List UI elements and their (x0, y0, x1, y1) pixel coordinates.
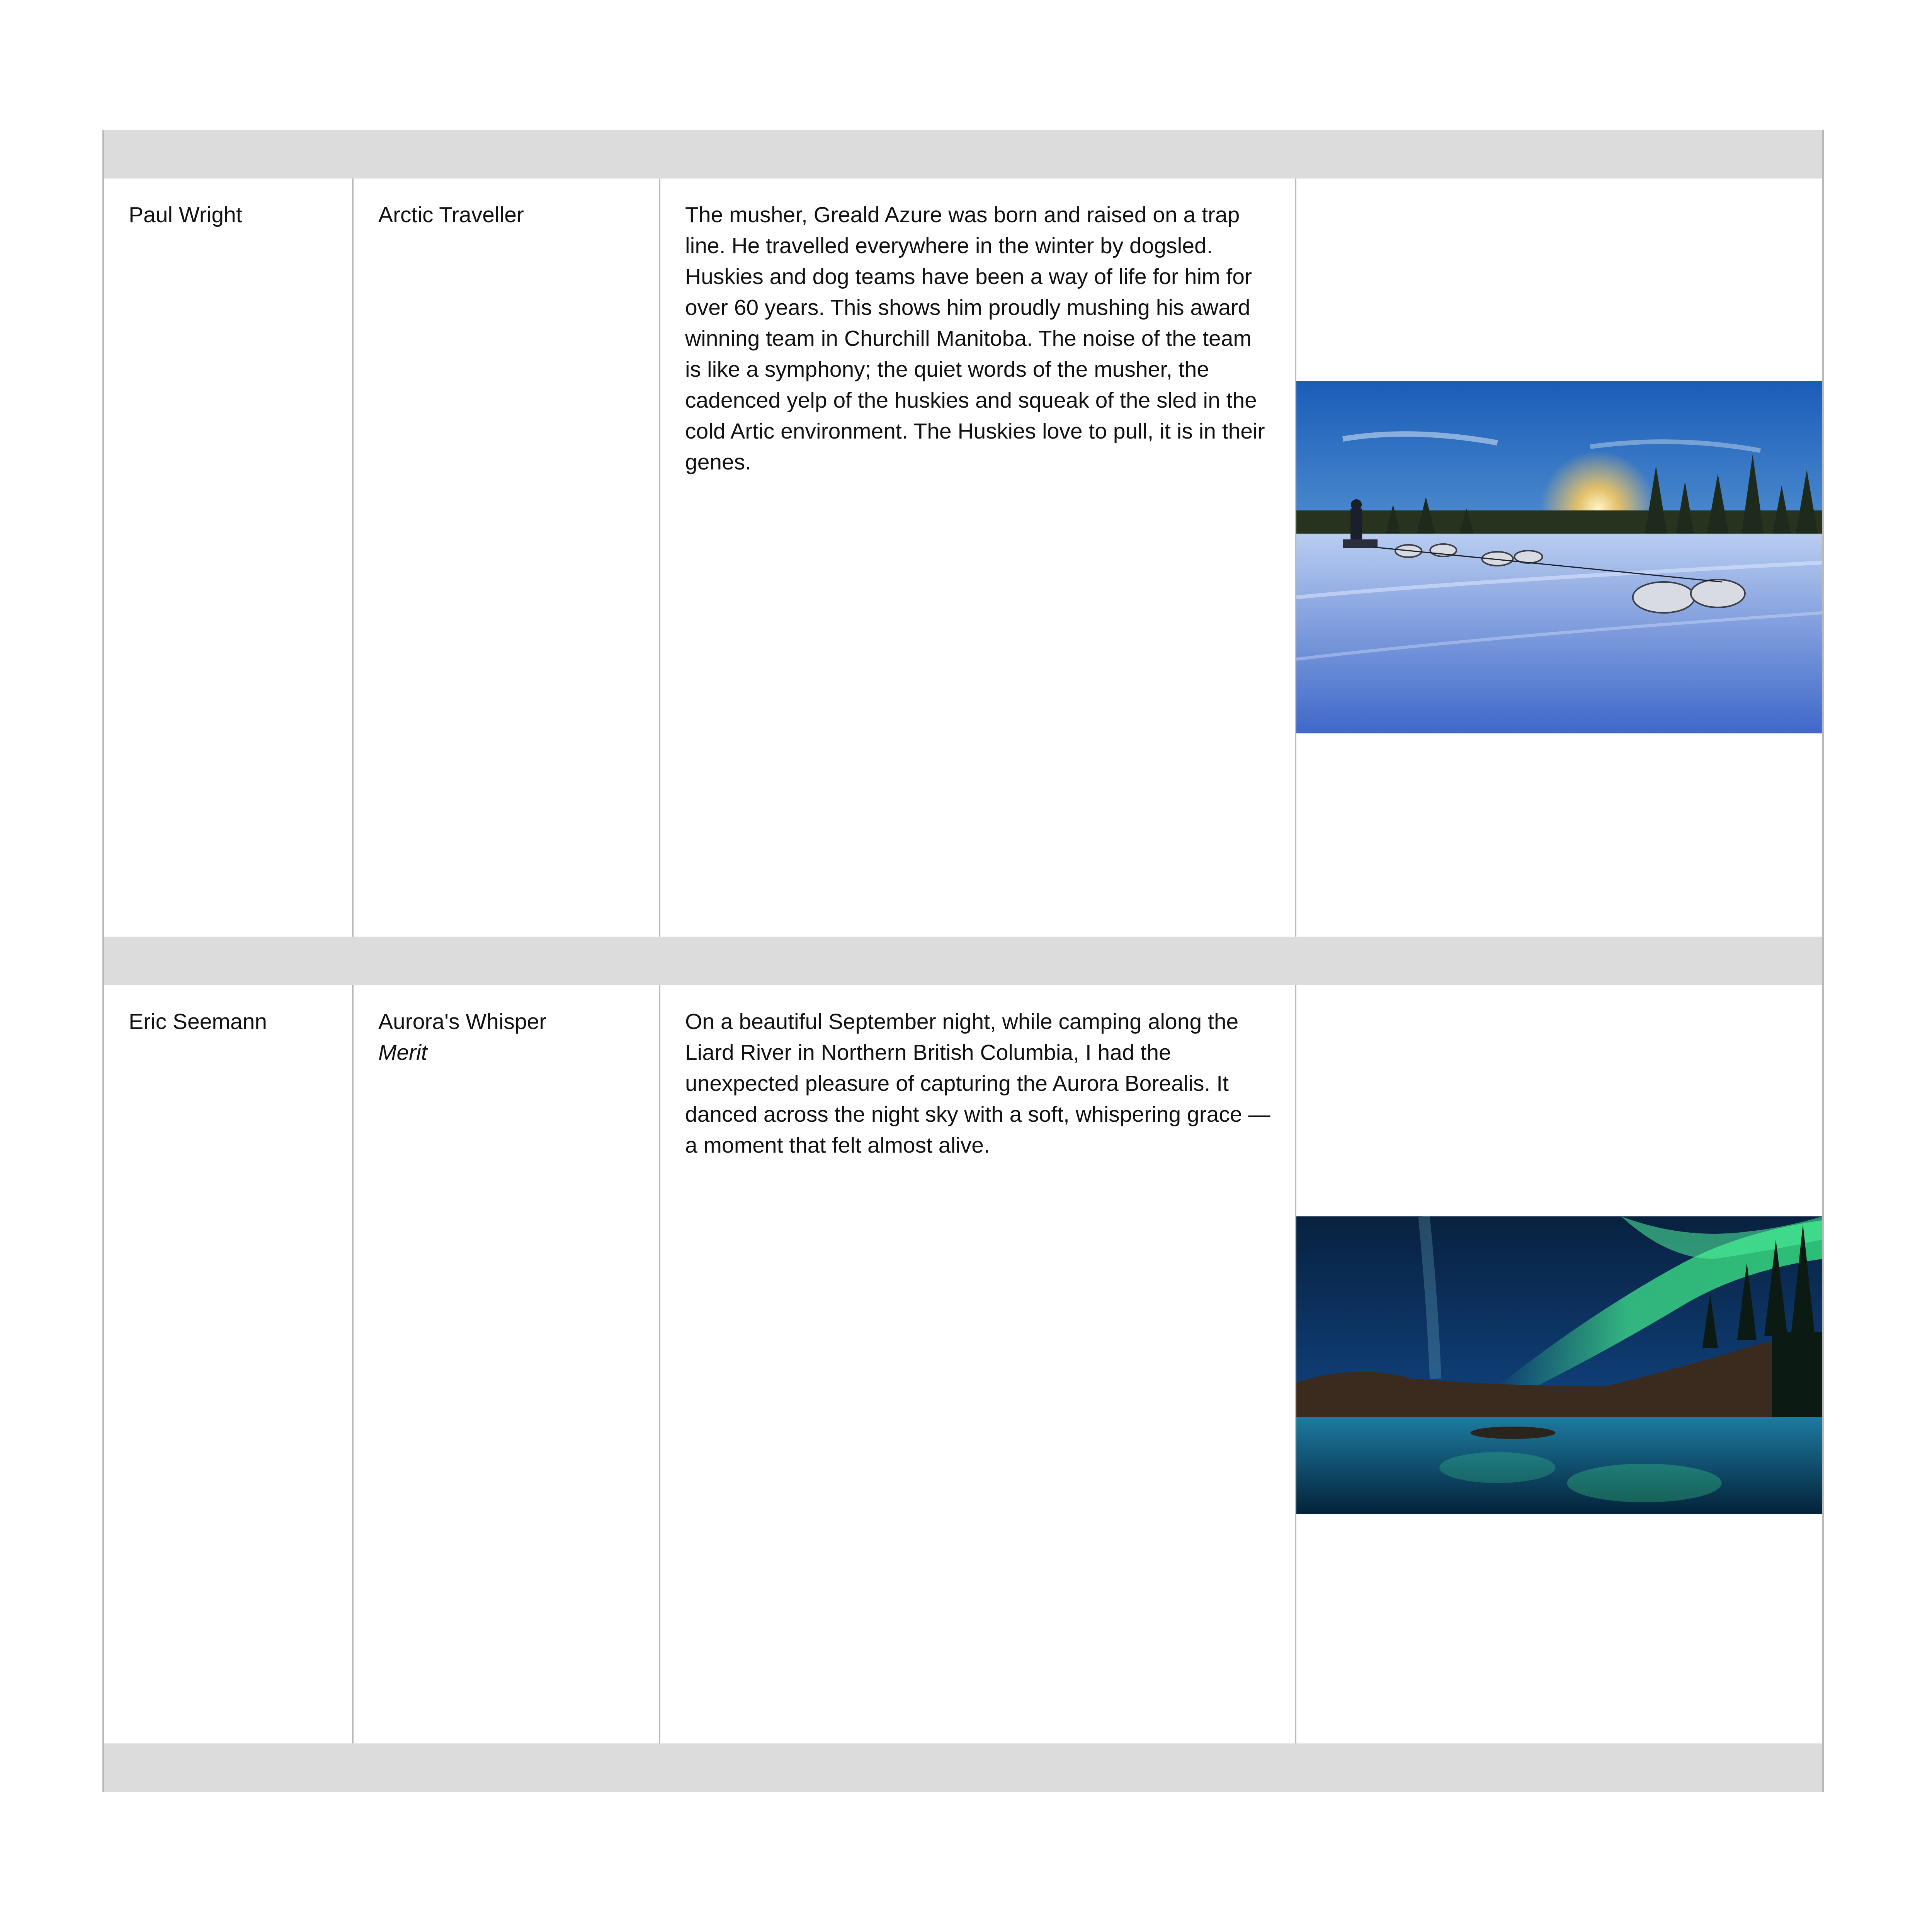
photo-description: On a beautiful September night, while camping along the Liard River in Northern British Columbia, I had the unexpected pleasure of capturing the Aurora Borealis. It danced across the night sky with a soft, whispering grace — a moment that felt almost alive. (685, 1009, 1270, 1158)
table-divider-row (104, 130, 1822, 179)
photographer-name: Eric Seemann (129, 1009, 267, 1034)
description-cell (660, 179, 1296, 937)
aurora-photo (1296, 1216, 1822, 1514)
entries-table (102, 130, 1824, 1792)
title-cell (354, 179, 660, 937)
description-cell (660, 985, 1296, 1743)
photographer-cell (104, 985, 354, 1743)
title-cell (354, 985, 660, 1743)
photo-title-block (378, 199, 524, 230)
photo-title-block (378, 1006, 546, 1068)
table-divider-row (104, 937, 1822, 985)
table-row (104, 179, 1822, 937)
photo-cell (1296, 985, 1822, 1743)
table-divider-row (104, 1743, 1822, 1792)
photo-title: Aurora's Whisper (378, 1009, 547, 1034)
dog-sled-photo (1296, 381, 1822, 733)
table-row (104, 985, 1822, 1743)
photo-cell (1296, 179, 1822, 937)
photo-title: Arctic Traveller (378, 202, 524, 227)
dog-sled-image (1296, 381, 1822, 733)
aurora-image (1296, 1216, 1822, 1514)
award-label: Merit (378, 1040, 427, 1065)
photographer-name: Paul Wright (129, 202, 242, 227)
photographer-cell (104, 179, 354, 937)
photo-description: The musher, Greald Azure was born and raised on a trap line. He travelled everywhere in the winter by dogsled. Huskies and dog teams have been a way of life for him for over 60 years. This shows him proudly mushing his award winning team in Churchill Manitoba. The noise of the team is like a symphony; the quiet words of the musher, the cadenced yelp of the huskies and squeak of the sled in the cold Artic environment. The Huskies love to pull, it is in their genes. (685, 202, 1265, 474)
